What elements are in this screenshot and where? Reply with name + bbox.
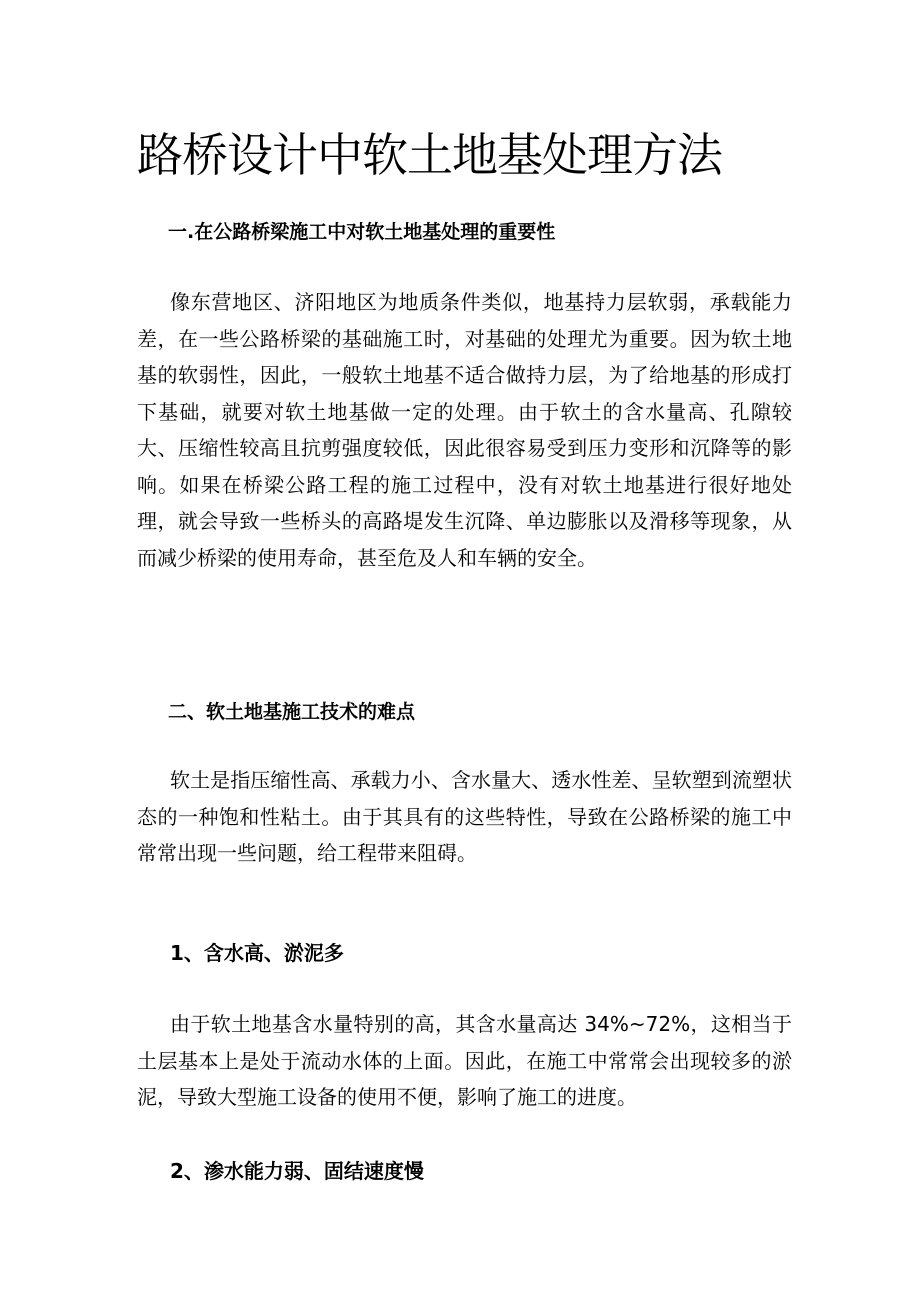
paragraph-item-1: 由于软土地基含水量特别的高，其含水量高达 34%~72%，这相当于土层基本上是处于流动水体的上面。因此，在施工中常常会出现较多的淤泥，导致大型施工设备的使用不便，影响了施工的进度。 [137,1012,792,1109]
section-heading-difficulties: 二、软土地基施工技术的难点 [168,701,416,723]
paragraph-difficulties: 软土是指压缩性高、承载力小、含水量大、透水性差、呈软塑到流塑状态的一种饱和性粘土。由于其具有的这些特性，导致在公路桥梁的施工中常常出现一些问题，给工程带来阻碍。 [137,768,792,865]
paragraph-importance: 像东营地区、济阳地区为地质条件类似，地基持力层软弱，承载能力差，在一些公路桥梁的基础施工时，对基础的处理尤为重要。因为软土地基的软弱性，因此，一般软土地基不适合做持力层，为了给地基的形成打下基础，就要对软土地基做一定的处理。由于软土的含水量高、孔隙较大、压缩性较高且抗剪强度较低，因此很容易受到压力变形和沉降等的影响。如果在桥梁公路工程的施工过程中，没有对软土地基进行很好地处理，就会导致一些桥头的高路堤发生沉降、单边膨胀以及滑移等现象，从而减少桥梁的使用寿命，甚至危及人和车辆的安全。 [137,290,792,570]
subheading-item-2: 2、渗水能力弱、固结速度慢 [170,1159,424,1183]
section-heading-importance: 一.在公路桥梁施工中对软土地基处理的重要性 [168,221,556,243]
document-title: 路桥设计中软土地基处理方法 [137,128,722,182]
subheading-item-1: 1、含水高、淤泥多 [170,941,344,965]
